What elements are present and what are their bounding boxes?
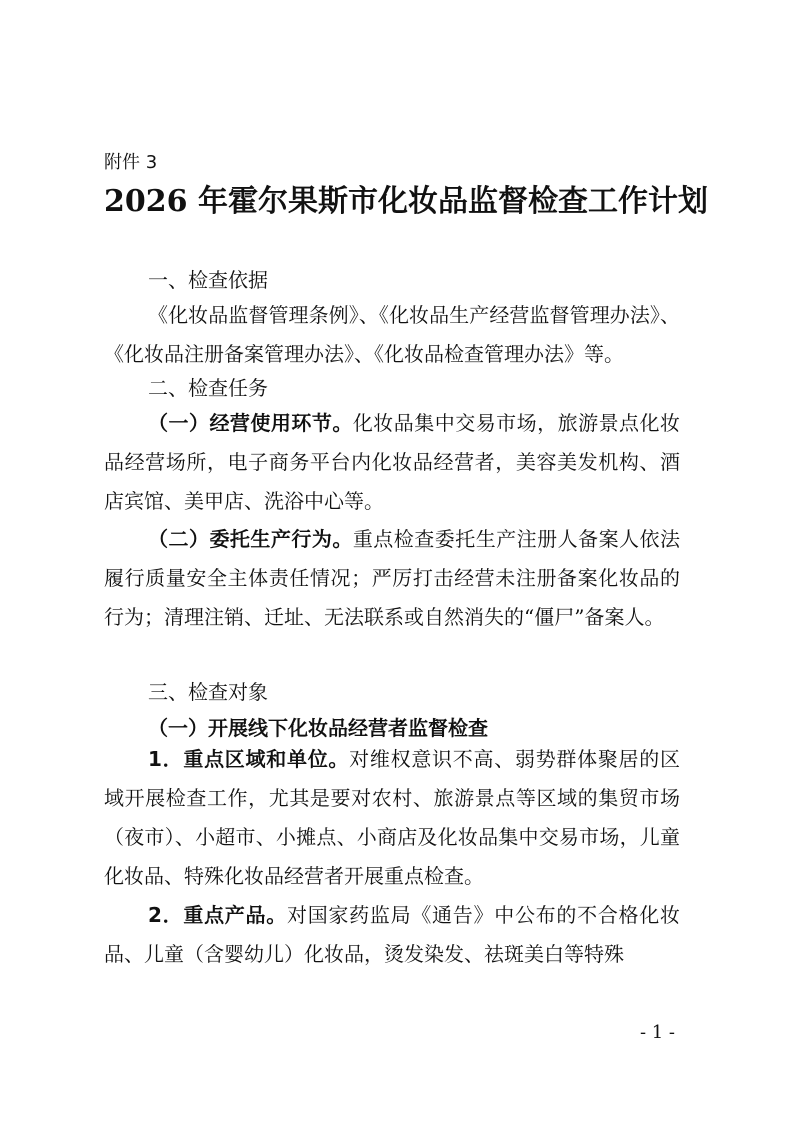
task-item-1-text: 化妆品集中交易市场，旅游景点化妆品经营场所，电子商务平台内化妆品经营者，美容美发机构、酒店宾馆、美甲店、洗浴中心等。 (104, 411, 681, 513)
section-heading-tasks: 二、检查任务 (148, 376, 268, 400)
target-item-2-title: 2．重点产品。 (148, 903, 287, 927)
target-item-1-text: 对维权意识不高、弱势群体聚居的区域开展检查工作，尤其是要对农村、旅游景点等区域的集贸市场（夜市）、小超市、小摊点、小商店及化妆品集中交易市场，儿童化妆品、特殊化妆品经营者开展重点检查。 (104, 747, 681, 888)
section-text-basis: 《化妆品监督管理条例》、《化妆品生产经营监督管理办法》、《化妆品注册备案管理办法》、《化妆品检查管理办法》等。 (104, 303, 680, 366)
task-item-2 (104, 520, 680, 637)
task-item-1 (104, 404, 680, 521)
task-item-1-title: （一）经营使用环节。 (148, 411, 353, 435)
target-item-1 (104, 740, 680, 896)
section-heading-basis: 一、检查依据 (148, 268, 268, 292)
attachment-label: 附件 3 (104, 152, 158, 173)
task-item-2-title: （二）委托生产行为。 (148, 527, 353, 551)
section-heading-targets: 三、检查对象 (148, 680, 268, 704)
target-item-1-title: 1．重点区域和单位。 (148, 747, 350, 771)
task-item-2-text: 重点检查委托生产注册人备案人依法履行质量安全主体责任情况；严厉打击经营未注册备案化妆品的行为；清理注销、迁址、无法联系或自然消失的“僵尸”备案人。 (104, 527, 681, 629)
document-title: 2026 年霍尔果斯市化妆品监督检查工作计划 (104, 184, 708, 219)
target-item-2 (104, 896, 680, 974)
page-number: - 1 - (639, 1022, 675, 1043)
targets-subheading: （一）开展线下化妆品经营者监督检查 (148, 716, 488, 740)
target-item-2-text: 对国家药监局《通告》中公布的不合格化妆品、儿童（含婴幼儿）化妆品，烫发染发、祛斑美白等特殊 (104, 903, 681, 966)
